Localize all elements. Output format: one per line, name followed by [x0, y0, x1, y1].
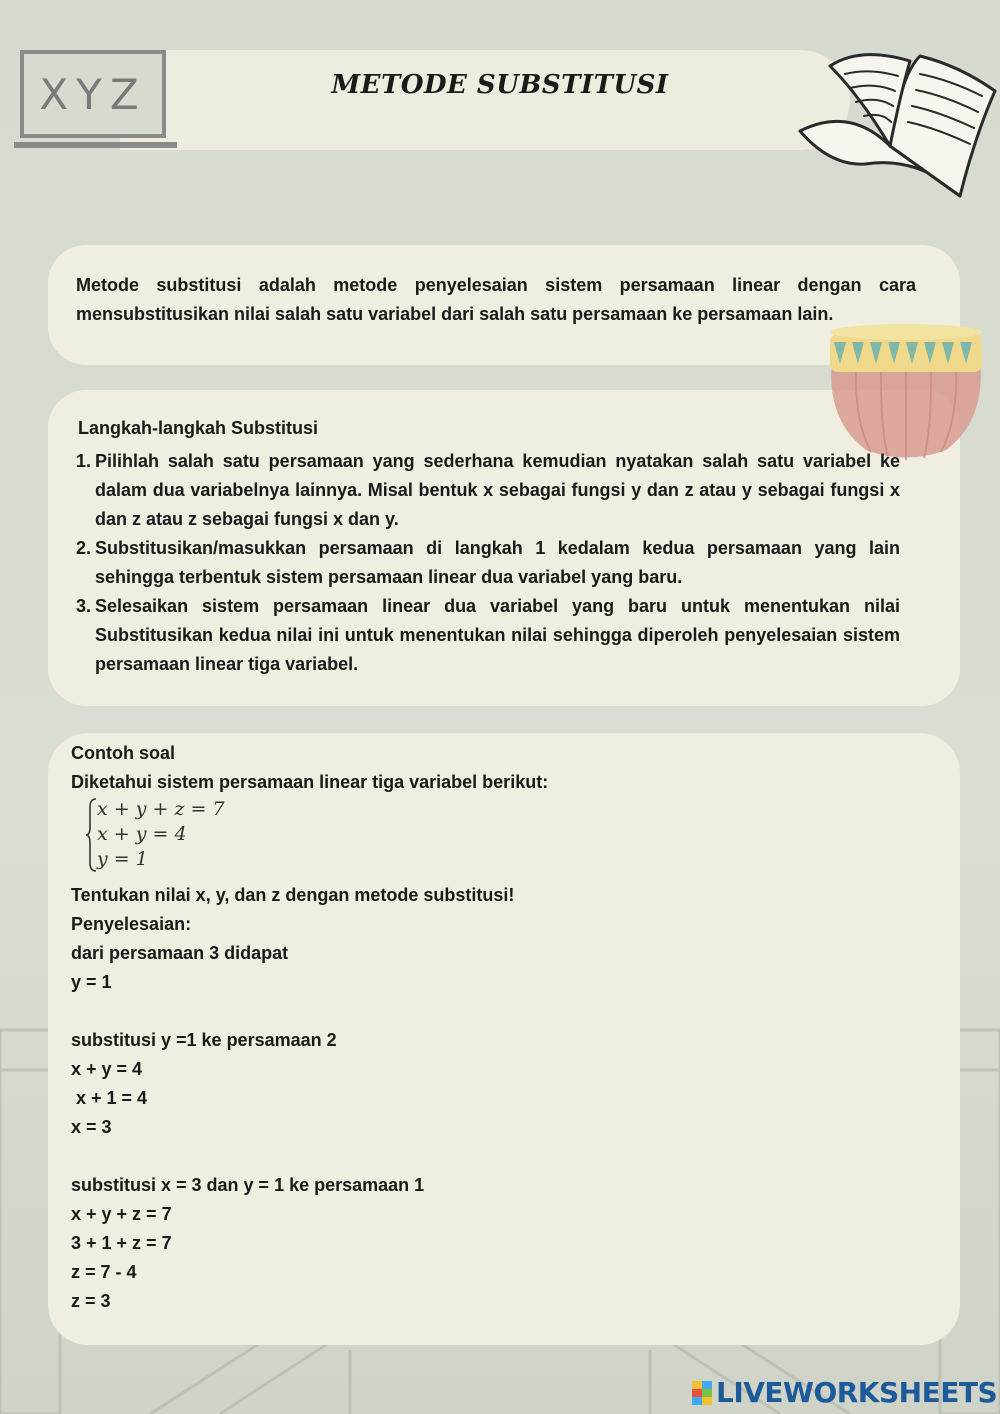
step-number: 3. — [76, 596, 92, 616]
liveworksheets-icon — [692, 1381, 712, 1405]
equation-system — [85, 797, 931, 873]
example-given: Diketahui sistem persamaan linear tiga variabel berikut: — [71, 772, 549, 792]
solution-line: z = 7 - 4 — [71, 1262, 137, 1282]
definition-text: Metode substitusi adalah metode penyelesaian sistem persamaan linear dengan cara mensubstitusikan nilai salah satu variabel dari salah satu persamaan ke persamaan lain. — [76, 275, 916, 324]
solution-line: 3 + 1 + z = 7 — [71, 1233, 172, 1253]
header-band — [120, 50, 850, 150]
system-equation-3: y = 1 — [97, 848, 148, 870]
solution-line: substitusi x = 3 dan y = 1 ke persamaan 1 — [71, 1175, 425, 1195]
step-number: 2. — [76, 538, 92, 558]
liveworksheets-logo[interactable] — [692, 1376, 997, 1409]
solution-line: y = 1 — [71, 972, 112, 992]
list-item — [78, 534, 900, 592]
solution-line: dari persamaan 3 didapat — [71, 943, 289, 963]
left-brace-icon — [85, 797, 97, 873]
solution-line: x + y = 4 — [71, 1059, 143, 1079]
step-text: Pilihlah salah satu persamaan yang sederhana kemudian nyatakan salah satu variabel ke dalam dua variabelnya lainnya. Misal bentuk x sebagai fungsi y dan z atau y sebagai fungsi x dan z atau z sebagai fungsi x dan y. — [95, 451, 900, 529]
liveworksheets-brand: LIVEWORKSHEETS — [716, 1376, 998, 1409]
system-equation-2: x + y = 4 — [97, 823, 187, 845]
solution-line: x + y + z = 7 — [71, 1204, 172, 1224]
steps-title: Langkah-langkah Substitusi — [78, 418, 319, 438]
solution-line: z = 3 — [71, 1291, 111, 1311]
solution-line: x = 3 — [71, 1117, 112, 1137]
step-number: 1. — [76, 451, 92, 471]
logo-text: XYZ — [39, 69, 147, 119]
step-text: Selesaikan sistem persamaan linear dua variabel yang baru untuk menentukan nilai Substitusikan kedua nilai ini untuk menentukan nilai sehingga diperoleh penyelesaian sistem persamaan linear tiga variabel. — [95, 596, 900, 674]
solution-line: substitusi y =1 ke persamaan 2 — [71, 1030, 337, 1050]
example-heading: Contoh soal — [71, 743, 175, 763]
logo — [20, 50, 166, 138]
system-equation-1: x + y + z = 7 — [97, 798, 225, 820]
drum-decoration-icon — [826, 320, 986, 460]
example-content — [71, 739, 931, 1316]
steps-list — [78, 447, 900, 679]
list-item — [78, 592, 900, 679]
solution-label: Penyelesaian: — [71, 914, 192, 934]
open-book-icon — [790, 36, 1000, 201]
example-question: Tentukan nilai x, y, dan z dengan metode substitusi! — [71, 885, 515, 905]
solution-line: x + 1 = 4 — [71, 1088, 148, 1108]
logo-base — [14, 142, 177, 148]
page-title: METODE SUBSTITUSI — [331, 70, 669, 100]
step-text: Substitusikan/masukkan persamaan di langkah 1 kedalam kedua persamaan yang lain sehingga terbentuk sistem persamaan linear dua variabel yang baru. — [95, 538, 900, 587]
list-item — [78, 447, 900, 534]
